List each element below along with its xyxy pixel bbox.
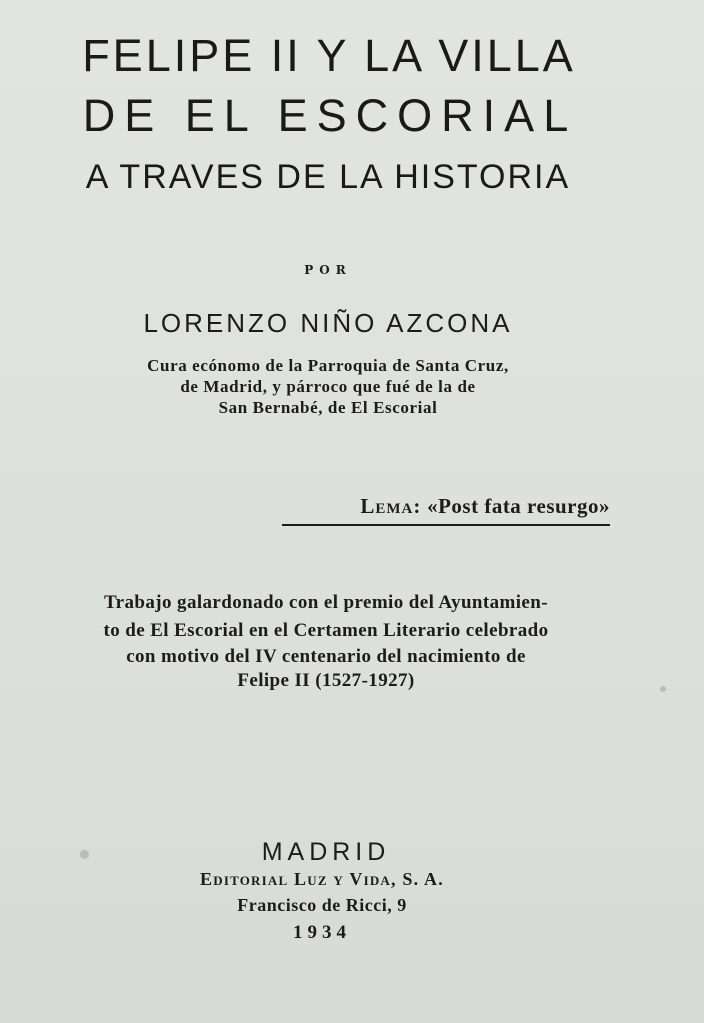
imprint-address: Francisco de Ricci, 9 [237,895,407,915]
motto-underline [282,524,610,526]
author-affiliation-2: de Madrid, y párroco que fué de la de [180,377,476,396]
paper-spot [660,686,666,692]
paper-spot [80,850,89,859]
imprint-city: MADRID [261,838,391,866]
title-line-1: FELIPE II Y LA VILLA [82,30,576,81]
byline: POR [304,263,352,277]
author-name: LORENZO NIÑO AZCONA [143,308,513,338]
imprint-year: 1934 [293,922,351,943]
motto-label: Lema: [360,494,422,518]
award-line-2: to de El Escorial en el Certamen Literario celebrado [103,620,549,641]
title-line-2: DE EL ESCORIAL [82,90,578,141]
award-line-3: con motivo del IV centenario del nacimiento de [126,646,526,667]
author-affiliation-1: Cura ecónomo de la Parroquia de Santa Cruz, [147,356,509,375]
award-line-1: Trabajo galardonado con el premio del Ayuntamien- [104,592,548,613]
motto-text: «Post fata resurgo» [427,494,610,518]
author-affiliation-3: San Bernabé, de El Escorial [218,398,438,417]
imprint-publisher: Editorial Luz y Vida, S. A. [200,869,444,889]
motto [360,494,610,519]
award-line-4: Felipe II (1527-1927) [237,670,415,691]
subtitle: A TRAVES DE LA HISTORIA [85,158,571,196]
